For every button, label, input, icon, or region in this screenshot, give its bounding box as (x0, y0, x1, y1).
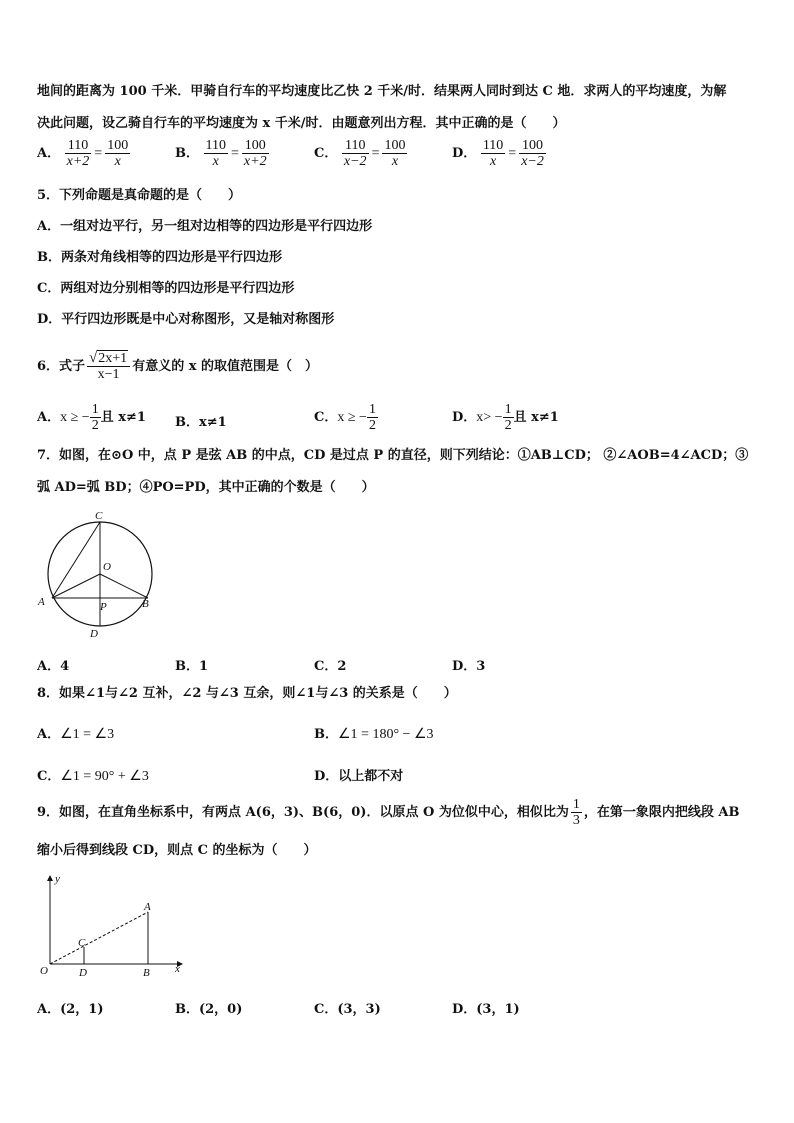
denominator: x (212, 154, 219, 169)
numerator: 1 (368, 402, 376, 417)
option-label: C． (314, 410, 338, 425)
label-c: C (78, 937, 86, 949)
denominator: x−1 (97, 367, 120, 382)
option-text: ∠1 = 180° − ∠3 (338, 727, 434, 742)
label-c: C (95, 510, 103, 522)
q6-stem: 6．式子 $\frac{√2x+1}{x-1}$ 有意义的 x 的取值范围是（ ） (37, 350, 318, 382)
q4-option-a: A． $\frac{110}{x+2}$ = $\frac{100}{x}$ (37, 138, 129, 169)
q6-suffix: 有意义的 x 的取值范围是（ ） (132, 359, 318, 374)
q7-stem-line1: 7．如图，在⊙O 中，点 P 是弦 AB 的中点，CD 是过点 P 的直径，则下列结论：①AB⊥CD； ②∠AOB=4∠ACD；③ (37, 448, 749, 463)
option-label: B． (314, 727, 338, 742)
numerator: 110 (482, 138, 504, 153)
option-text: x> − (476, 410, 503, 425)
q8-stem: 8．如果∠1与∠2 互补，∠2 与∠3 互余，则∠1与∠3 的关系是（ ） (37, 686, 457, 701)
numerator: 110 (342, 138, 369, 154)
q7-option-d: D．3 (452, 659, 486, 674)
q7-option-c: C．2 (314, 659, 347, 674)
label-a: A (144, 901, 151, 913)
q6-prefix: 6．式子 (37, 359, 86, 374)
q6-option-a (37, 402, 146, 433)
option-label: A． (37, 727, 61, 742)
label-y: y (55, 873, 60, 885)
label-b: B (142, 598, 149, 610)
numerator: 100 (242, 138, 269, 154)
option-text: ∠1 = 90° + ∠3 (60, 769, 149, 784)
option-label: C． (37, 769, 61, 784)
q7-circle-figure (34, 506, 164, 642)
option-label: A． (37, 410, 61, 425)
q5-option-c: C．两组对边分别相等的四边形是平行四边形 (37, 281, 295, 296)
q9-option-b: B．(2，0) (175, 1002, 243, 1017)
radicand: 2x+1 (98, 351, 128, 366)
numerator: 100 (107, 138, 129, 153)
option-text: 且 x≠1 (100, 410, 146, 425)
denominator: x (114, 154, 121, 169)
option-text: 且 x≠1 (513, 410, 559, 425)
q4-option-c: C． $\frac{110}{x-2}$ = $\frac{100}{x}$ (314, 138, 406, 169)
numerator: 100 (384, 138, 406, 153)
denominator: 3 (572, 813, 580, 828)
q6-option-d (452, 402, 559, 433)
q4-option-b: B． $\frac{110}{x}$ = $\frac{100}{x+2}$ (175, 138, 267, 169)
denominator: x (489, 154, 497, 169)
dashed-line-oa (50, 912, 148, 964)
segment-bo (100, 574, 148, 598)
q9-option-c: C．(3，3) (314, 1002, 381, 1017)
q4-stem-line2: 决此问题，设乙骑自行车的平均速度为 x 千米/时．由题意列出方程．其中正确的是（ ） (37, 116, 566, 131)
option-label: C． (314, 146, 338, 161)
denominator: x+2 (66, 154, 90, 169)
q4-stem-line1: 地间的距离为 100 千米．甲骑自行车的平均速度比乙快 2 千米/时．结果两人同时到达 C 地．求两人的平均速度，为解 (37, 84, 727, 99)
numerator: 110 (65, 138, 92, 154)
q6-option-c (314, 402, 378, 433)
label-a: A (38, 596, 45, 608)
q8-option-d: D．以上都不对 (314, 769, 404, 784)
label-d: D (90, 628, 98, 640)
denominator: x−2 (343, 154, 367, 169)
q7-stem-line2: 弧 AD=弧 BD；④PO=PD，其中正确的个数是（ ） (37, 480, 375, 495)
denominator: 2 (504, 418, 512, 433)
option-text: x ≥ − (60, 410, 90, 425)
q9-stem-line2: 缩小后得到线段 CD，则点 C 的坐标为（ ） (37, 843, 317, 858)
denominator: 2 (368, 418, 376, 433)
label-d: D (79, 967, 87, 979)
q8-option-b (314, 723, 434, 743)
q9-coordinate-figure (34, 870, 194, 982)
segment-ac (52, 522, 100, 598)
label-p: P (100, 601, 107, 613)
q6-option-b: B．x≠1 (175, 415, 227, 430)
option-label: D． (452, 146, 477, 161)
label-x: x (175, 963, 180, 975)
numerator: 1 (572, 797, 580, 812)
q9-stem-line1 (37, 796, 739, 830)
option-label: B． (175, 146, 199, 161)
q9-text: ，在第一象限内把线段 AB (583, 805, 740, 820)
denominator: 2 (91, 418, 99, 433)
q9-text: 9．如图，在直角坐标系中，有两点 (37, 805, 246, 820)
denominator: x+2 (243, 154, 267, 169)
q5-stem: 5．下列命题是真命题的是（ ） (37, 188, 242, 203)
q5-option-b: B．两条对角线相等的四边形是平行四边形 (37, 250, 282, 265)
numerator: 110 (205, 138, 227, 153)
numerator: 100 (519, 138, 546, 154)
denominator: x−2 (521, 154, 544, 169)
q9-text: A(6，3)、B(6，0)．以原点 O 为位似中心，相似比为 (245, 805, 569, 820)
label-b: B (143, 967, 150, 979)
q7-option-a: A．4 (37, 659, 70, 674)
q5-option-a: A．一组对边平行，另一组对边相等的四边形是平行四边形 (37, 219, 373, 234)
q5-option-d: D．平行四边形既是中心对称图形，又是轴对称图形 (37, 312, 335, 327)
numerator: 1 (504, 402, 512, 417)
q4-option-d: D． $\frac{110}{x}$ = $\frac{100}{x-2}$ (452, 138, 544, 169)
option-label: D． (452, 410, 477, 425)
label-o: O (103, 561, 111, 573)
option-text: x ≥ − (337, 410, 367, 425)
q9-option-a: A．(2，1) (37, 1002, 104, 1017)
q9-option-d: D．(3，1) (452, 1002, 520, 1017)
q7-option-b: B．1 (175, 659, 209, 674)
option-text: ∠1 = ∠3 (60, 727, 115, 742)
q8-option-c (37, 765, 149, 785)
q8-option-a (37, 723, 114, 743)
denominator: x (391, 154, 399, 169)
numerator: 1 (91, 402, 99, 417)
option-label: A． (37, 146, 61, 161)
label-o: O (40, 965, 48, 977)
